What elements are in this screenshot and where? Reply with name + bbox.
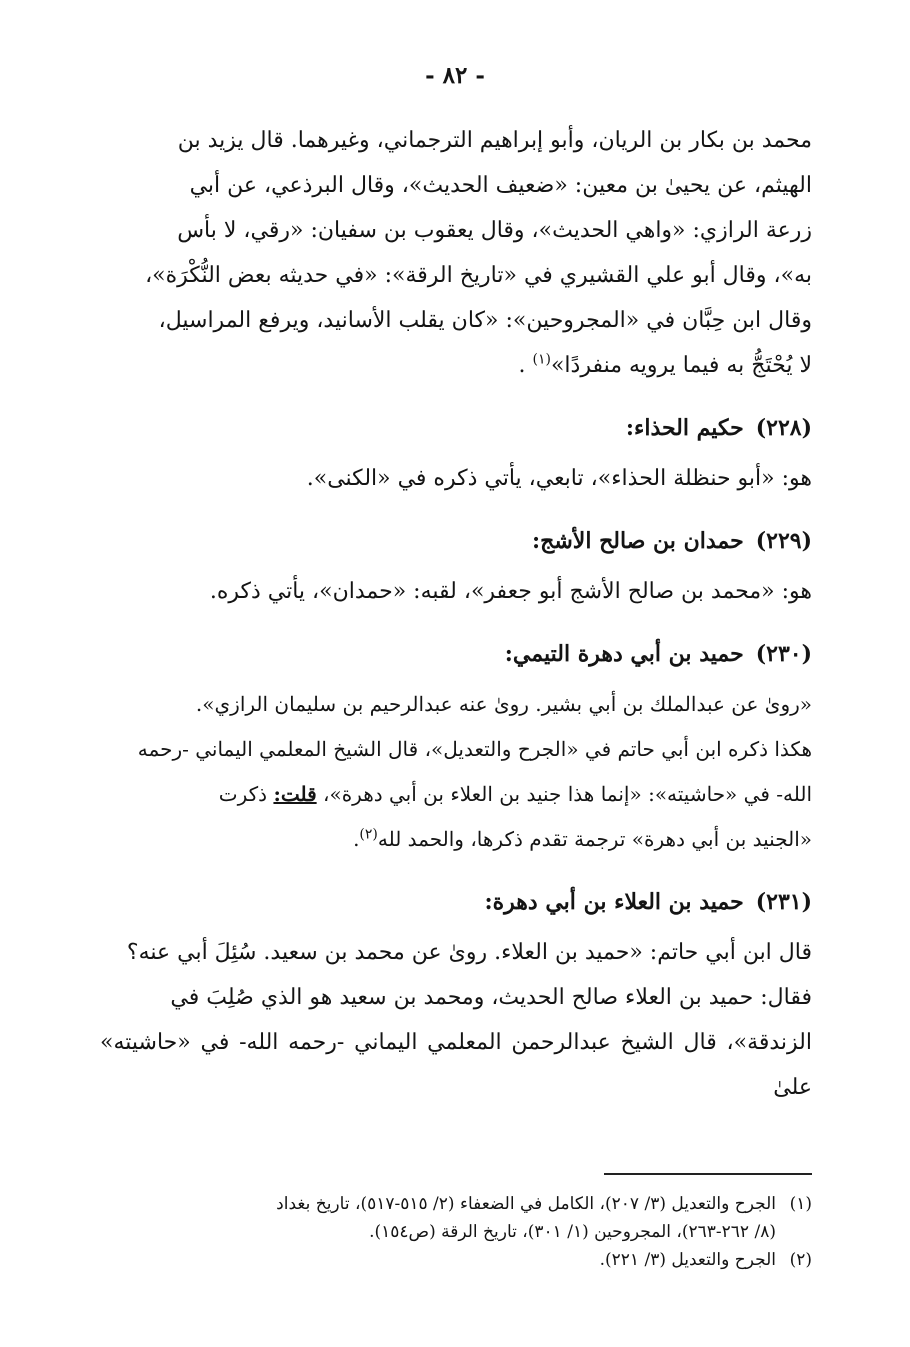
footnote-1-continued: (٨/ ٢٦٢-٢٦٣)، المجروحين (١/ ٣٠١)، تاريخ الرقة (ص١٥٤).: [369, 1222, 776, 1242]
footnote-1: [100, 1190, 812, 1218]
text-line: هو: «أبو حنظلة الحذاء»، تابعي، يأتي ذكره في «الكنى».: [306, 466, 812, 491]
footnote-text: الجرح والتعديل (٣/ ٢٢١).: [599, 1250, 776, 1270]
entry-number: (٢٣١): [755, 889, 812, 915]
entry-number: (٢٢٨): [755, 415, 812, 441]
footnote-2: [100, 1246, 812, 1274]
text-span: «الجنيد بن أبي دهرة» ترجمة تقدم ذكرها، والحمد لله: [377, 827, 812, 851]
entry-heading: [100, 880, 812, 924]
text-line: [100, 343, 812, 388]
entry-230: [100, 632, 812, 862]
entry-title: حمدان بن صالح الأشج:: [532, 528, 744, 554]
entry-228: [100, 406, 812, 501]
text-span: .: [518, 353, 533, 378]
text-span: الله- في «حاشيته»: «إنما هذا جنيد بن العلاء بن أبي دهرة»،: [323, 782, 812, 806]
entry-body: [100, 456, 812, 501]
text-line: زرعة الرازي: «واهي الحديث»، وقال يعقوب بن سفيان: «رقي، لا بأس: [177, 218, 812, 243]
entry-body: [100, 930, 812, 1110]
text-line: فقال: حميد بن العلاء صالح الحديث، ومحمد بن سعيد هو الذي صُلِبَ في: [170, 985, 812, 1010]
text-line: هو: «محمد بن صالح الأشج أبو جعفر»، لقبه: «حمدان»، يأتي ذكره.: [209, 579, 812, 604]
entry-title: حكيم الحذاء:: [625, 415, 744, 441]
entry-231: [100, 880, 812, 1110]
entry-title: حميد بن أبي دهرة التيمي:: [504, 641, 744, 667]
text-line: محمد بن بكار بن الريان، وأبو إبراهيم الترجماني، وغيرهما. قال يزيد بن: [177, 128, 812, 153]
text-line: الزندقة»، قال الشيخ عبدالرحمن المعلمي اليماني -رحمه الله- في «حاشيته» علىٰ: [100, 1030, 812, 1100]
entry-229: [100, 519, 812, 614]
entry-heading: [100, 406, 812, 450]
text-line: [100, 817, 812, 862]
page-body: [100, 118, 812, 1110]
text-line: الهيثم، عن يحيىٰ بن معين: «ضعيف الحديث»، وقال البرذعي، عن أبي: [189, 173, 812, 198]
intro-paragraph: [100, 118, 812, 388]
text-line: هكذا ذكره ابن أبي حاتم في «الجرح والتعديل»، قال الشيخ المعلمي اليماني -رحمه: [137, 737, 812, 761]
footnote-text: الجرح والتعديل (٣/ ٢٠٧)، الكامل في الضعفاء (٢/ ٥١٥-٥١٧)، تاريخ بغداد: [276, 1194, 776, 1214]
entry-number: (٢٢٩): [755, 528, 812, 554]
text-line: «رویٰ عن عبدالملك بن أبي بشير. رویٰ عنه عبدالرحيم بن سليمان الرازي».: [195, 692, 812, 716]
text-line: [100, 772, 812, 817]
text-span: لا يُحْتَجُّ به فيما يرويه منفردًا»: [550, 353, 812, 378]
entry-title: حميد بن العلاء بن أبي دهرة:: [484, 889, 744, 915]
entry-body: [100, 569, 812, 614]
footnote-number: (٢): [789, 1250, 812, 1270]
text-span: ذكرت: [218, 782, 268, 806]
text-line: به»، وقال أبو علي القشيري في «تاريخ الرقة»: «في حديثه بعض النُّكْرَة»،: [145, 263, 812, 288]
page-number: - ٨٢ -: [425, 62, 485, 89]
footnote-number: (١): [789, 1194, 812, 1214]
footnote-ref: (١): [532, 351, 551, 368]
footnote-ref: (٢): [359, 826, 378, 843]
entry-body: [100, 682, 812, 862]
keyword-qultu: قلت:: [273, 782, 317, 806]
footnote-divider: [604, 1173, 812, 1175]
entry-heading: [100, 519, 812, 563]
entry-heading: [100, 632, 812, 676]
text-span: .: [353, 827, 360, 851]
entry-number: (٢٣٠): [755, 641, 812, 667]
text-line: وقال ابن حِبَّان في «المجروحين»: «كان يقلب الأسانيد، ويرفع المراسيل،: [158, 308, 812, 333]
text-line: قال ابن أبي حاتم: «حميد بن العلاء. روىٰ عن محمد بن سعيد. سُئِلَ أبي عنه؟: [126, 940, 812, 965]
footnotes: [100, 1190, 812, 1274]
